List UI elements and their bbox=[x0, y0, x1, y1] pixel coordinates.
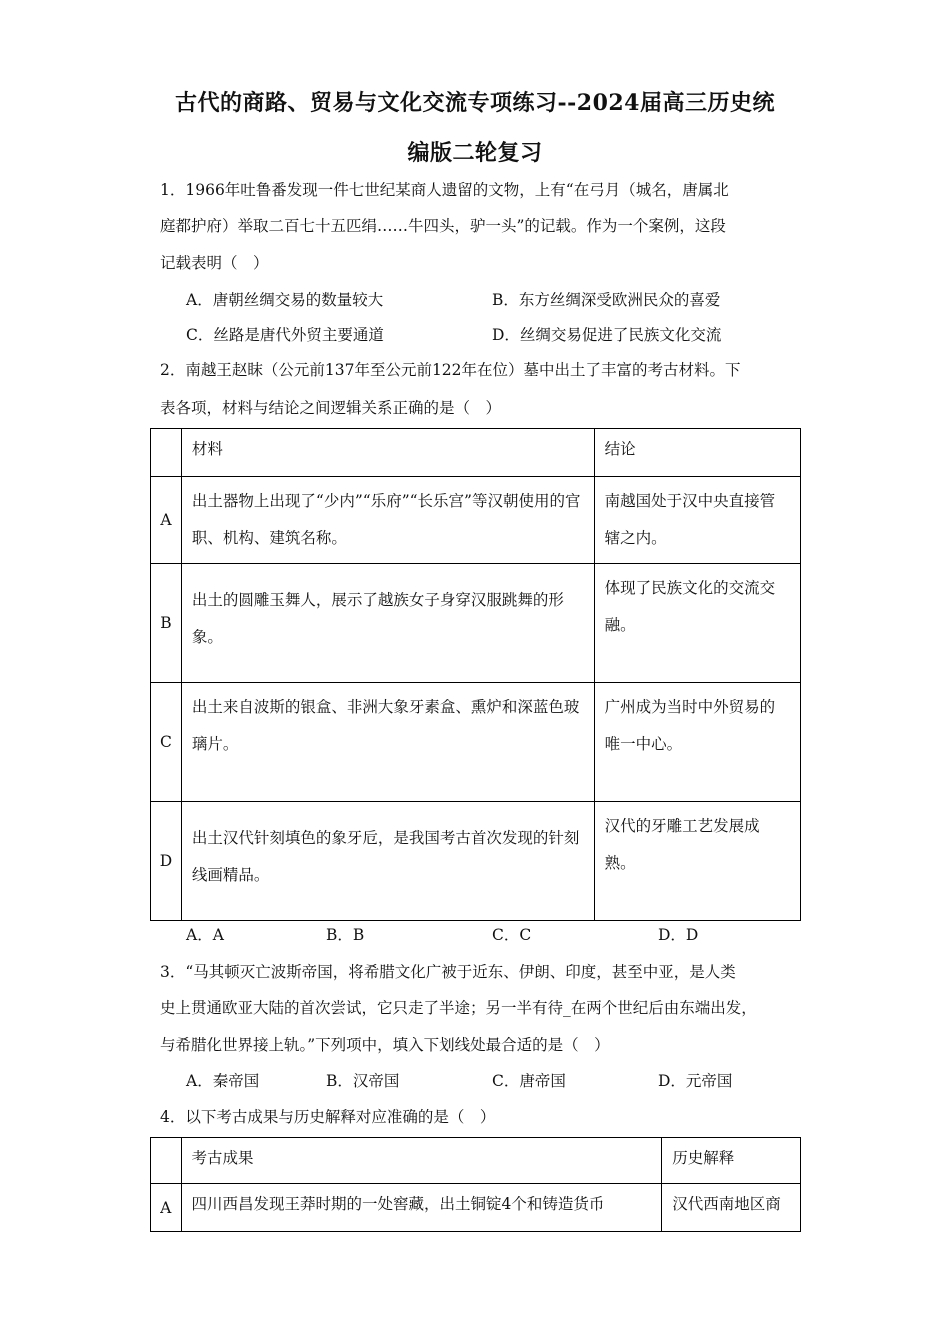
q3-stem-line1: 3．“马其顿灭亡波斯帝国，将希腊文化广被于近东、伊朗、印度，甚至中亚，是人类 bbox=[160, 963, 736, 981]
q2-stem-line1: 2．南越王赵眜（公元前137年至公元前122年在位）墓中出土了丰富的考古材料。下 bbox=[160, 361, 741, 379]
q4-table-header-row bbox=[151, 1138, 801, 1184]
q2-row-a-conclusion: 南越国处于汉中央直接管辖之内。 bbox=[594, 477, 800, 564]
q2-stem-line2: 表各项，材料与结论之间逻辑关系正确的是（ ） bbox=[160, 399, 502, 417]
q3-option-d[interactable]: D．元帝国 bbox=[658, 1072, 733, 1090]
document-title-line2: 编版二轮复习 bbox=[407, 140, 543, 166]
q1-stem-line1: 1．1966年吐鲁番发现一件七世纪某商人遗留的文物，上有“在弓月（城名，唐属北 bbox=[160, 181, 729, 199]
q2-row-d-label: D bbox=[151, 802, 182, 921]
q2-row-a-label: A bbox=[151, 477, 182, 564]
q3-stem-line2: 史上贯通欧亚大陆的首次尝试，它只走了半途；另一半有待_在两个世纪后由东端出发， bbox=[160, 999, 757, 1017]
q2-option-b[interactable]: B．B bbox=[326, 926, 365, 944]
q2-row-b-material: 出土的圆雕玉舞人，展示了越族女子身穿汉服跳舞的形象。 bbox=[181, 564, 594, 683]
q2-table-header-material: 材料 bbox=[181, 429, 594, 477]
q2-row-c-material: 出土来自波斯的银盒、非洲大象牙素盒、熏炉和深蓝色玻璃片。 bbox=[181, 683, 594, 802]
q1-option-a[interactable]: A．唐朝丝绸交易的数量较大 bbox=[186, 291, 384, 309]
table-row bbox=[151, 564, 801, 683]
q2-row-a-material: 出土器物上出现了“少内”“乐府”“长乐宫”等汉朝使用的官职、机构、建筑名称。 bbox=[181, 477, 594, 564]
table-row bbox=[151, 477, 801, 564]
q2-option-d[interactable]: D．D bbox=[658, 926, 699, 944]
q4-table-header-interpretation: 历史解释 bbox=[662, 1138, 801, 1184]
q4-table bbox=[150, 1137, 801, 1232]
q1-option-d[interactable]: D．丝绸交易促进了民族文化交流 bbox=[492, 326, 722, 344]
q2-table-header-row bbox=[151, 429, 801, 477]
q2-table-header-conclusion: 结论 bbox=[594, 429, 800, 477]
q1-stem-line3: 记载表明（ ） bbox=[160, 254, 269, 272]
q3-option-c[interactable]: C．唐帝国 bbox=[492, 1072, 566, 1090]
q2-row-c-conclusion: 广州成为当时中外贸易的唯一中心。 bbox=[594, 683, 800, 802]
q2-row-b-label: B bbox=[151, 564, 182, 683]
document-title-line1: 古代的商路、贸易与文化交流专项练习--2024届高三历史统 bbox=[175, 90, 775, 116]
q2-table-header-blank bbox=[151, 429, 182, 477]
q2-option-a[interactable]: A．A bbox=[186, 926, 224, 944]
q4-row-a-finding: 四川西昌发现王莽时期的一处窖藏，出土铜锭4个和铸造货币 bbox=[181, 1184, 662, 1232]
q4-table-header-blank bbox=[151, 1138, 182, 1184]
q2-row-d-conclusion: 汉代的牙雕工艺发展成熟。 bbox=[594, 802, 800, 921]
q4-stem-line1: 4．以下考古成果与历史解释对应准确的是（ ） bbox=[160, 1108, 496, 1126]
table-row bbox=[151, 683, 801, 802]
q3-option-b[interactable]: B．汉帝国 bbox=[326, 1072, 400, 1090]
q1-stem-line2: 庭都护府）举取二百七十五匹绢……牛四头，驴一头”的记载。作为一个案例，这段 bbox=[160, 217, 726, 235]
table-row bbox=[151, 802, 801, 921]
q2-row-b-conclusion: 体现了民族文化的交流交融。 bbox=[594, 564, 800, 683]
q4-row-a-label: A bbox=[151, 1184, 182, 1232]
q3-stem-line3: 与希腊化世界接上轨。”下列项中，填入下划线处最合适的是（ ） bbox=[160, 1036, 610, 1054]
q4-row-a-interpretation: 汉代西南地区商 bbox=[662, 1184, 801, 1232]
q2-table bbox=[150, 428, 801, 921]
q2-row-d-material: 出土汉代针刻填色的象牙卮，是我国考古首次发现的针刻线画精品。 bbox=[181, 802, 594, 921]
table-row bbox=[151, 1184, 801, 1232]
q1-option-c[interactable]: C．丝路是唐代外贸主要通道 bbox=[186, 326, 384, 344]
q2-option-c[interactable]: C．C bbox=[492, 926, 532, 944]
q4-table-header-finding: 考古成果 bbox=[181, 1138, 662, 1184]
q1-option-b[interactable]: B．东方丝绸深受欧洲民众的喜爱 bbox=[492, 291, 721, 309]
q3-option-a[interactable]: A．秦帝国 bbox=[186, 1072, 260, 1090]
q2-row-c-label: C bbox=[151, 683, 182, 802]
